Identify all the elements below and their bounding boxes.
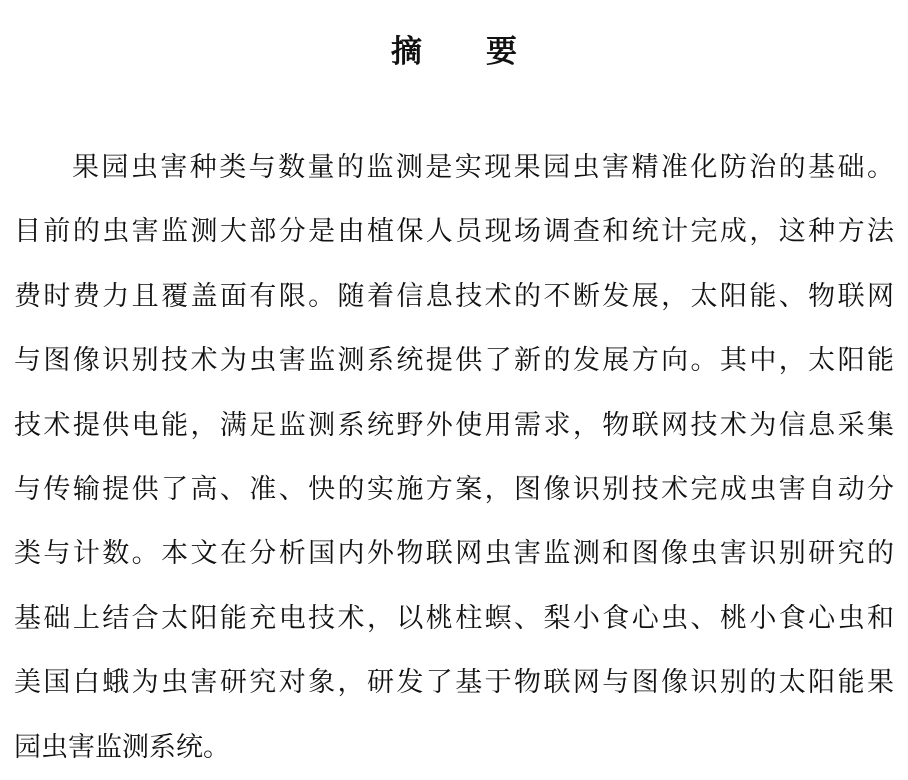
- abstract-heading-char-2: 要: [486, 34, 517, 70]
- paragraph-line-4: 与图像识别技术为虫害监测系统提供了新的发展方向。其中，太阳能: [14, 345, 894, 377]
- paragraph-line-8: 基础上结合太阳能充电技术，以桃柱螟、梨小食心虫、桃小食心虫和: [14, 602, 894, 634]
- paragraph-line-5: 技术提供电能，满足监测系统野外使用需求，物联网技术为信息采集: [14, 409, 894, 441]
- paragraph-line-10: 园虫害监测系统。: [14, 731, 230, 763]
- paragraph-line-3: 费时费力且覆盖面有限。随着信息技术的不断发展，太阳能、物联网: [14, 280, 894, 312]
- paragraph-line-2: 目前的虫害监测大部分是由植保人员现场调查和统计完成，这种方法: [14, 216, 894, 248]
- abstract-heading-char-1: 摘: [391, 34, 422, 70]
- paragraph-line-7: 类与计数。本文在分析国内外物联网虫害监测和图像虫害识别研究的: [14, 538, 894, 570]
- paragraph-line-9: 美国白蛾为虫害研究对象，研发了基于物联网与图像识别的太阳能果: [14, 667, 894, 699]
- abstract-paragraph: [14, 136, 894, 780]
- paragraph-line-1: 果园虫害种类与数量的监测是实现果园虫害精准化防治的基础。: [72, 152, 894, 183]
- abstract-heading: [0, 28, 908, 76]
- paragraph-line-6: 与传输提供了高、准、快的实施方案，图像识别技术完成虫害自动分: [14, 473, 894, 505]
